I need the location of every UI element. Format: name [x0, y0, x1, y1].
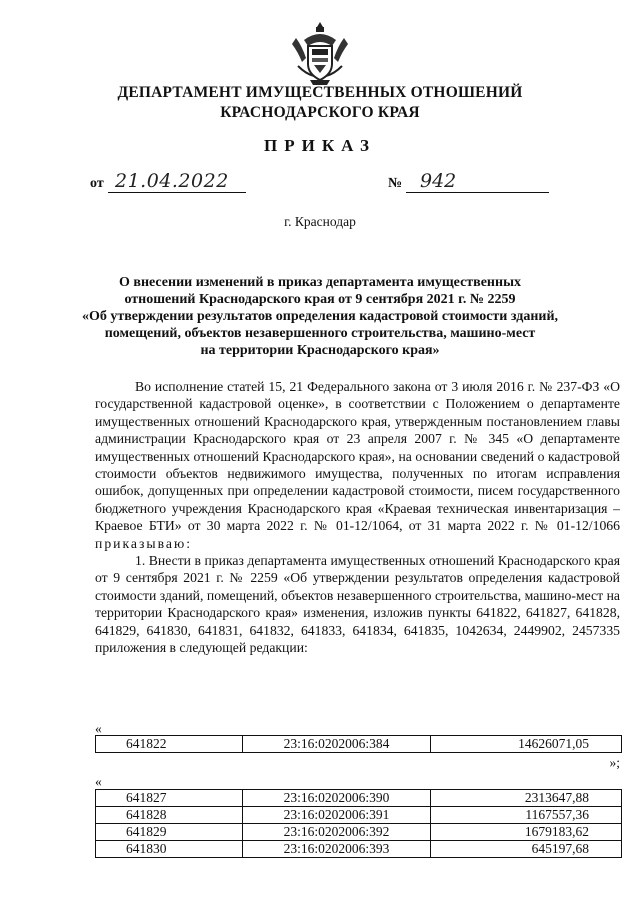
table-cell-number: 641822 — [96, 736, 243, 753]
department-name-line-2: КРАСНОДАРСКОГО КРАЯ — [220, 104, 420, 121]
table-cell-number: 641828 — [96, 807, 243, 824]
order-word: приказываю: — [95, 535, 193, 551]
handwritten-date: 21.04.2022 — [115, 170, 229, 192]
date-label: от — [90, 176, 104, 191]
heading-line-5: на территории Краснодарского края» — [200, 343, 440, 358]
table-cell-number: 641827 — [96, 790, 243, 807]
coat-of-arms-emblem — [290, 18, 350, 88]
opening-quote-2: « — [95, 774, 102, 789]
preamble-text: Во исполнение статей 15, 21 Федерального закона от 3 июля 2016 г. № 237-ФЗ «О государственной кадастровой оценке», в соответствии с Положением о департаменте имущественных отношений Краснодарского края, утвержденным постановлением главы администрации Краснодарского края от 23 апреля 2007 г. № 345 «О департаменте имущественных отношений Краснодарского края», на основании сведений о кадастровой стоимости объектов недвижимого имущества, полученных по итогам исправления ошибок, допущенных при определении кадастровой стоимости, писем государственного бюджетного учреждения Краснодарского края «Краевая техническая инвентаризация – Краевое БТИ» от 30 марта 2022 г. № 01-12/1064, от 31 марта 2022 г. № 01-12/1066 — [95, 379, 620, 534]
opening-quote-1: « — [95, 721, 102, 736]
heading-line-2: отношений Краснодарского края от 9 сентября 2021 г. № 2259 — [124, 292, 516, 307]
handwritten-number: 942 — [420, 170, 457, 192]
table-row — [96, 790, 622, 807]
document-type-title: ПРИКАЗ — [264, 136, 376, 155]
table-cell-cadastral: 23:16:0202006:384 — [243, 736, 431, 753]
order-body — [95, 378, 620, 657]
heading-line-3: «Об утверждении результатов определения кадастровой стоимости зданий, — [81, 309, 559, 324]
preamble-paragraph — [95, 378, 620, 552]
table-cell-cadastral: 23:16:0202006:391 — [243, 807, 431, 824]
table-entries-641827-641830 — [95, 789, 622, 858]
table-row — [96, 736, 622, 753]
table-cell-cadastral: 23:16:0202006:390 — [243, 790, 431, 807]
item-1-paragraph: 1. Внести в приказ департамента имущественных отношений Краснодарского края от 9 сентября 2021 г. № 2259 «Об утверждении результатов определения кадастровой стоимости зданий, помещений, объектов незавершенного строительства, машино-мест на территории Краснодарского края» изменения, изложив пункты 641822, 641827, 641828, 641829, 641830, 641831, 641832, 641833, 641834, 641835, 1042634, 2449902, 2457335 приложения в следующей редакции: — [95, 553, 620, 656]
city-name: г. Краснодар — [284, 214, 356, 229]
table-row — [96, 807, 622, 824]
number-label: № — [388, 176, 403, 191]
closing-quote-1: »; — [609, 755, 620, 770]
date-underline — [108, 192, 246, 193]
table-cell-number: 641829 — [96, 824, 243, 841]
table-entry-641822 — [95, 735, 622, 753]
number-underline — [406, 192, 549, 193]
table-cell-value: 2313647,88 — [431, 790, 622, 807]
order-heading — [70, 274, 570, 359]
table-cell-value: 14626071,05 — [431, 736, 622, 753]
table-cell-cadastral: 23:16:0202006:393 — [243, 841, 431, 858]
table-cell-number: 641830 — [96, 841, 243, 858]
heading-line-4: помещений, объектов незавершенного строительства, машино-мест — [104, 326, 536, 341]
table-row — [96, 824, 622, 841]
table-row — [96, 841, 622, 858]
table-cell-value: 1167557,36 — [431, 807, 622, 824]
department-name-line-1: ДЕПАРТАМЕНТ ИМУЩЕСТВЕННЫХ ОТНОШЕНИЙ — [117, 84, 523, 101]
table-cell-value: 1679183,62 — [431, 824, 622, 841]
table-cell-cadastral: 23:16:0202006:392 — [243, 824, 431, 841]
table-cell-value: 645197,68 — [431, 841, 622, 858]
heading-line-1: О внесении изменений в приказ департамента имущественных — [119, 275, 521, 290]
